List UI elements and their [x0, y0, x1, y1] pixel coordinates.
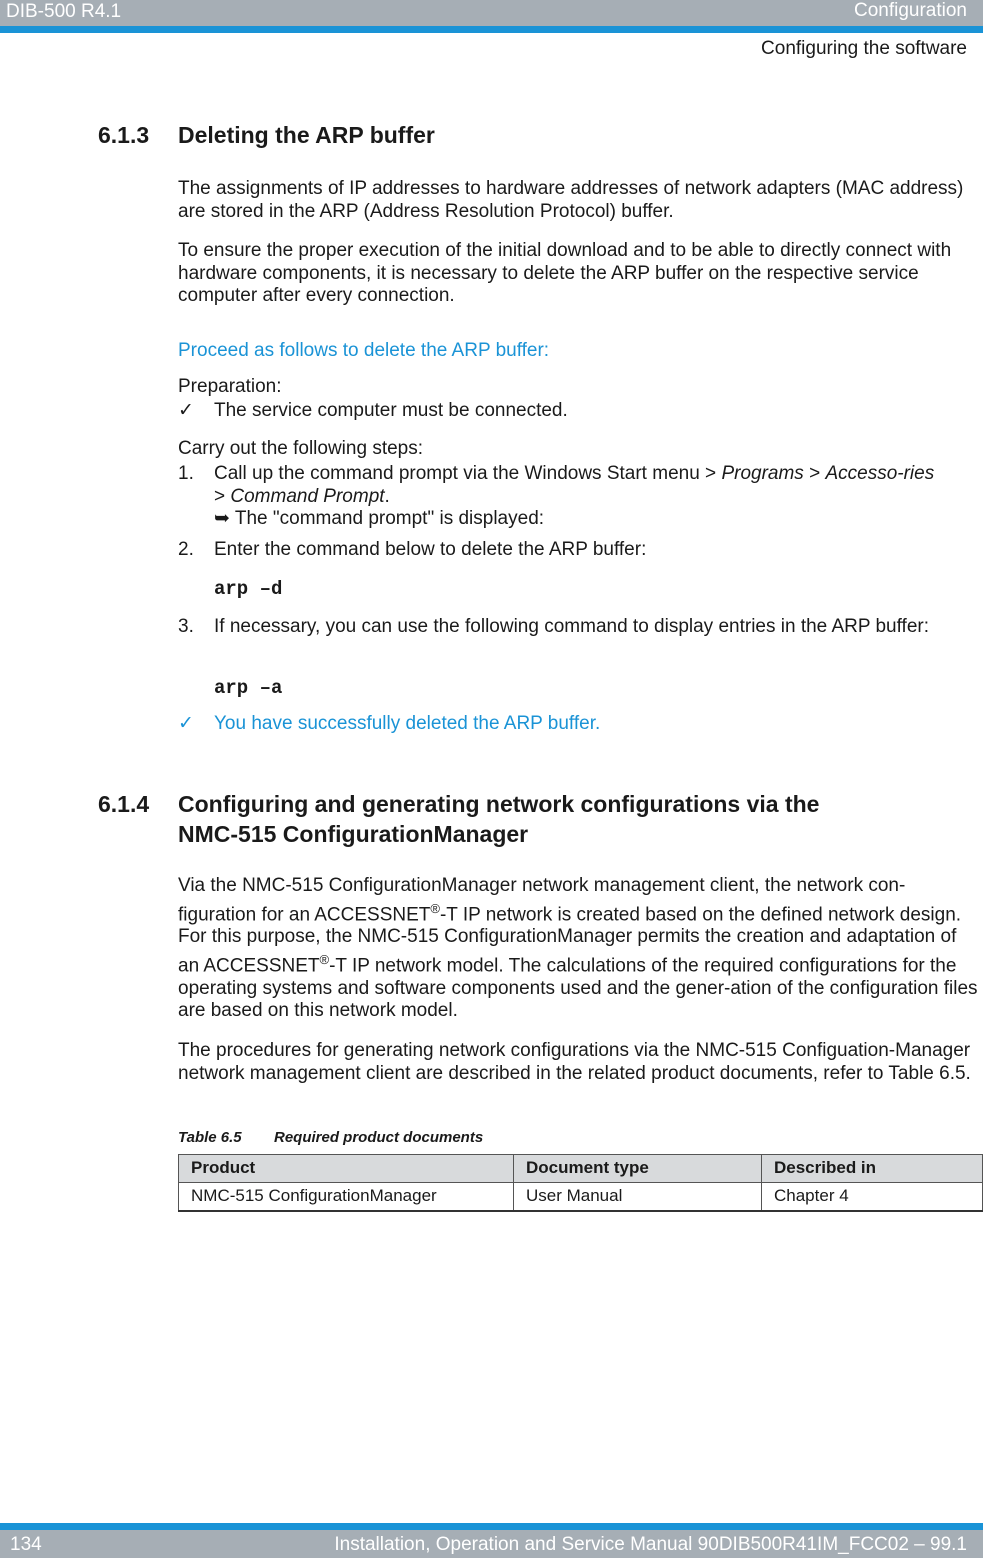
menu-path-programs: Programs — [721, 463, 804, 484]
step-3 — [178, 616, 978, 639]
table-row — [179, 1183, 983, 1212]
footer-accent-line — [0, 1523, 983, 1530]
step-text: If necessary, you can use the following command to display entries in the ARP buffer: — [214, 616, 930, 637]
step-text: Enter the command below to delete the ARP buffer: — [214, 539, 647, 560]
registered-mark: ® — [430, 900, 440, 916]
paragraph-arp-reason: To ensure the proper execution of the initial download and to be able to directly connect with hardware components, it is necessary to delete the ARP buffer on the respective service computer after every connection. — [178, 240, 952, 306]
menu-path-accessories: Accesso-ries — [825, 463, 935, 484]
table-caption-label: Table 6.5 — [178, 1129, 242, 1146]
required-documents-table — [178, 1154, 983, 1212]
section-title-line: Configuring and generating network configurations via the — [178, 791, 820, 817]
step-text — [214, 463, 944, 531]
success-check-icon: ✓ — [178, 713, 194, 734]
table-header-row — [179, 1155, 983, 1183]
step-number: 3. — [178, 616, 194, 637]
paragraph-nmc-intro — [178, 875, 978, 1023]
command-arp-d: arp –d — [214, 578, 283, 600]
step-text-part: . — [384, 485, 390, 507]
section-number: 6.1.3 — [98, 122, 150, 148]
menu-path-separator: > — [214, 485, 231, 507]
step-result-text: The "command prompt" is displayed: — [229, 508, 545, 529]
step-1 — [178, 463, 978, 531]
footer-doc-title: Installation, Operation and Service Manual 90DIB500R41IM_FCC02 – 99.1 — [334, 1534, 967, 1555]
table-cell: User Manual — [514, 1183, 762, 1212]
command-arp-a: arp –a — [214, 677, 283, 699]
section-heading-6-1-4 — [98, 789, 978, 849]
success-message — [178, 713, 978, 736]
result-arrow-icon: ➥ — [214, 508, 230, 529]
header-chapter: Configuration — [853, 0, 967, 21]
section-number: 6.1.4 — [98, 791, 150, 817]
step-2 — [178, 539, 978, 562]
registered-mark: ® — [319, 951, 330, 967]
table-header-cell: Described in — [762, 1155, 983, 1183]
section-title: Deleting the ARP buffer — [178, 122, 435, 148]
table-header-cell: Document type — [514, 1155, 762, 1183]
step-text-part: Call up the command prompt via the Windows Start menu > — [214, 463, 722, 484]
success-text: You have successfully deleted the ARP buffer. — [214, 713, 601, 734]
step-result — [214, 508, 944, 531]
page-number: 134 — [10, 1534, 42, 1555]
table-caption — [178, 1129, 483, 1146]
steps-label: Carry out the following steps: — [178, 438, 424, 459]
table-header-cell: Product — [179, 1155, 514, 1183]
paragraph-part: Via the NMC-515 ConfigurationManager network management client, the network con-figuration for an ACCESSNET — [178, 875, 906, 925]
table-cell: Chapter 4 — [762, 1183, 983, 1212]
table-caption-title: Required product documents — [274, 1129, 484, 1146]
paragraph-arp-intro: The assignments of IP addresses to hardware addresses of network adapters (MAC address) are stored in the ARP (Address Resolution Protocol) buffer. — [178, 178, 964, 222]
section-title-line: NMC-515 ConfigurationManager — [178, 821, 529, 847]
paragraph-nmc-procedures: The procedures for generating network configurations via the NMC-515 Configuation-Manager network management client are described in the related product documents, refer to Table 6.5. — [178, 1040, 971, 1084]
paragraph-part: -T IP network model. The calculations of the required configurations for the operating systems and software components used and the gener-ation of the configuration files are based on this network model. — [178, 955, 978, 1022]
check-icon: ✓ — [178, 400, 194, 421]
table-cell: NMC-515 ConfigurationManager — [179, 1183, 514, 1212]
menu-path-command-prompt: Command Prompt — [230, 485, 385, 507]
header-accent-line — [0, 26, 983, 33]
preparation-item — [178, 400, 978, 423]
step-number: 2. — [178, 539, 194, 560]
preparation-label: Preparation: — [178, 376, 282, 397]
section-title — [178, 789, 898, 849]
procedure-intro: Proceed as follows to delete the ARP buffer: — [178, 340, 550, 361]
header-doc-id: DIB-500 R4.1 — [6, 1, 122, 22]
preparation-text: The service computer must be connected. — [214, 400, 568, 421]
step-number: 1. — [178, 463, 194, 484]
header-bar — [0, 0, 983, 26]
paragraph-part: -T IP network is created based on the defined network design. For this purpose, the NMC-515 ConfigurationManager permits the creation and adaptation of an ACCESSNET — [178, 903, 962, 977]
menu-path-separator: > — [803, 463, 826, 484]
header-section: Configuring the software — [761, 38, 967, 59]
